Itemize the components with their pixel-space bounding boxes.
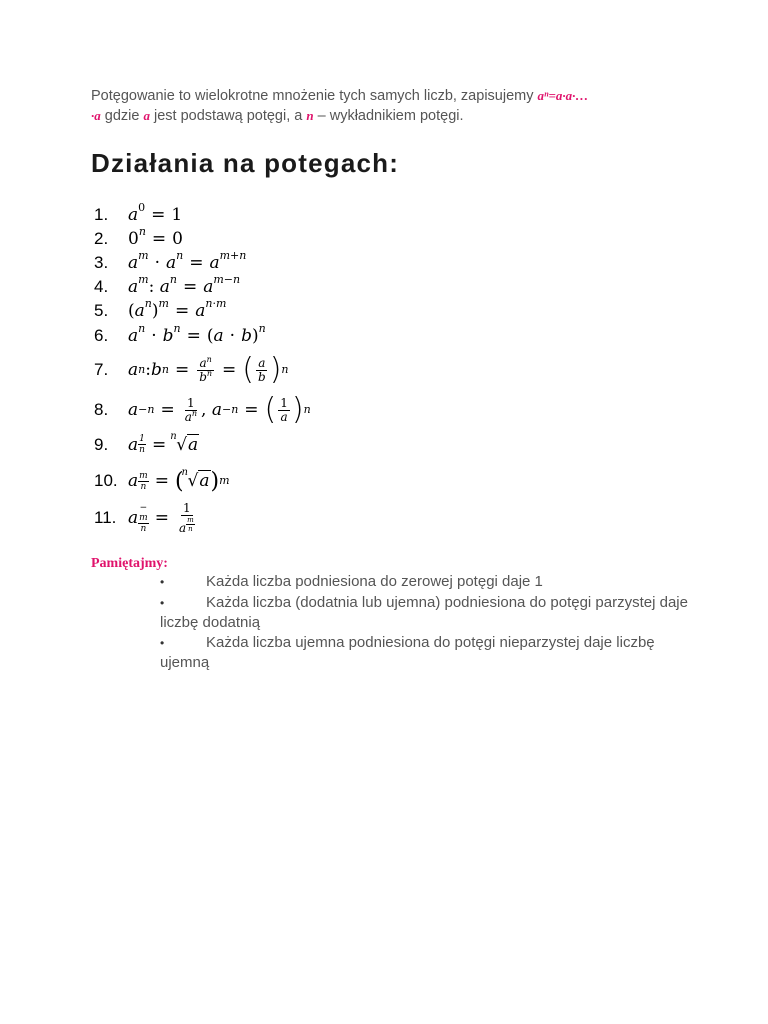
remember-list bbox=[160, 572, 690, 673]
page-title: Działania na potegach: bbox=[91, 148, 400, 178]
formula-row-4 bbox=[94, 273, 241, 297]
formula-number: 3. bbox=[94, 253, 109, 272]
formula: a − m n = 1 a $\frac{m}{n}$ bbox=[128, 500, 194, 535]
bullet-icon: • bbox=[160, 635, 165, 650]
formula-number: 9. bbox=[94, 434, 109, 454]
list-item bbox=[160, 572, 690, 593]
formula-number: 8. bbox=[94, 400, 109, 419]
formula: $a^m$: $a^n = a^{m-n}$ bbox=[128, 273, 241, 297]
list-item-text: Każda liczba (dodatnia lub ujemna) podniesiona do potęgi parzystej daje liczbę dodatnią bbox=[160, 593, 688, 631]
list-item-text: Każda liczba podniesiona do zerowej potęgi daje 1 bbox=[206, 573, 543, 590]
formula-number: 2. bbox=[94, 229, 109, 248]
formula: $0^n = 0$ bbox=[128, 225, 183, 249]
formula-row-1 bbox=[94, 201, 183, 225]
formula: $a^0 = 1$ bbox=[128, 201, 183, 225]
formula-row-7 bbox=[94, 350, 289, 390]
intro-var-n: n bbox=[306, 108, 314, 123]
remember-heading: Pamiętajmy: bbox=[91, 556, 168, 571]
formula-number: 11. bbox=[94, 508, 117, 527]
formula: $(a^n)^m = a^{n\cdot m}$ bbox=[128, 297, 227, 321]
intro-var-a: a bbox=[143, 108, 150, 123]
formula-row-2 bbox=[94, 225, 183, 249]
formula-number: 6. bbox=[94, 326, 109, 345]
formula: a n : b n = $\frac{a^n}{b^n}$ = ( $\frac{a}{b}$ ) n bbox=[128, 352, 289, 387]
formula-number: 1. bbox=[94, 205, 109, 224]
intro-paragraph bbox=[91, 86, 671, 126]
intro-formula-cont: ·a bbox=[91, 108, 101, 123]
intro-text-after: – wykładnikiem potęgi. bbox=[313, 108, 464, 124]
formula-number: 10. bbox=[94, 471, 118, 490]
intro-text-gdzie: gdzie bbox=[100, 108, 144, 124]
list-item bbox=[160, 633, 690, 673]
formula-number: 7. bbox=[94, 360, 109, 379]
formula: $a^n \cdot b^n = (a \cdot b)^n$ bbox=[128, 322, 266, 346]
formula: a $\frac{m}{n}$ = ( n √a ) m bbox=[128, 467, 230, 494]
formula-row-3 bbox=[94, 249, 247, 273]
bullet-icon: • bbox=[160, 575, 165, 589]
formula-row-10 bbox=[94, 464, 230, 498]
intro-formula: aⁿ=a·a·… bbox=[537, 88, 589, 103]
formula-row-6 bbox=[94, 322, 266, 346]
formula: $a^m \cdot a^n = a^{m+n}$ bbox=[128, 249, 247, 273]
formula-number: 4. bbox=[94, 277, 109, 296]
bullet-icon: • bbox=[160, 595, 165, 610]
formula-row-9 bbox=[94, 430, 199, 455]
formula-row-5 bbox=[94, 297, 227, 321]
list-item bbox=[160, 593, 690, 633]
formula-row-8 bbox=[94, 390, 311, 430]
list-item-text: Każda liczba ujemna podniesiona do potęgi nieparzystej daje liczbę ujemną bbox=[160, 633, 655, 671]
intro-text-mid: jest podstawą potęgi, a bbox=[149, 108, 307, 124]
formula: a −n = $\frac{1}{a^n}$ , a −n = ( $\frac{1}{a}$ ) n bbox=[128, 392, 311, 427]
formula-number: 5. bbox=[94, 301, 109, 320]
formula: a $\frac{1}{n}$ = n √a bbox=[128, 430, 199, 455]
formula-row-11 bbox=[94, 498, 199, 538]
intro-text-before: Potęgowanie to wielokrotne mnożenie tych samych liczb, zapisujemy bbox=[91, 88, 538, 104]
